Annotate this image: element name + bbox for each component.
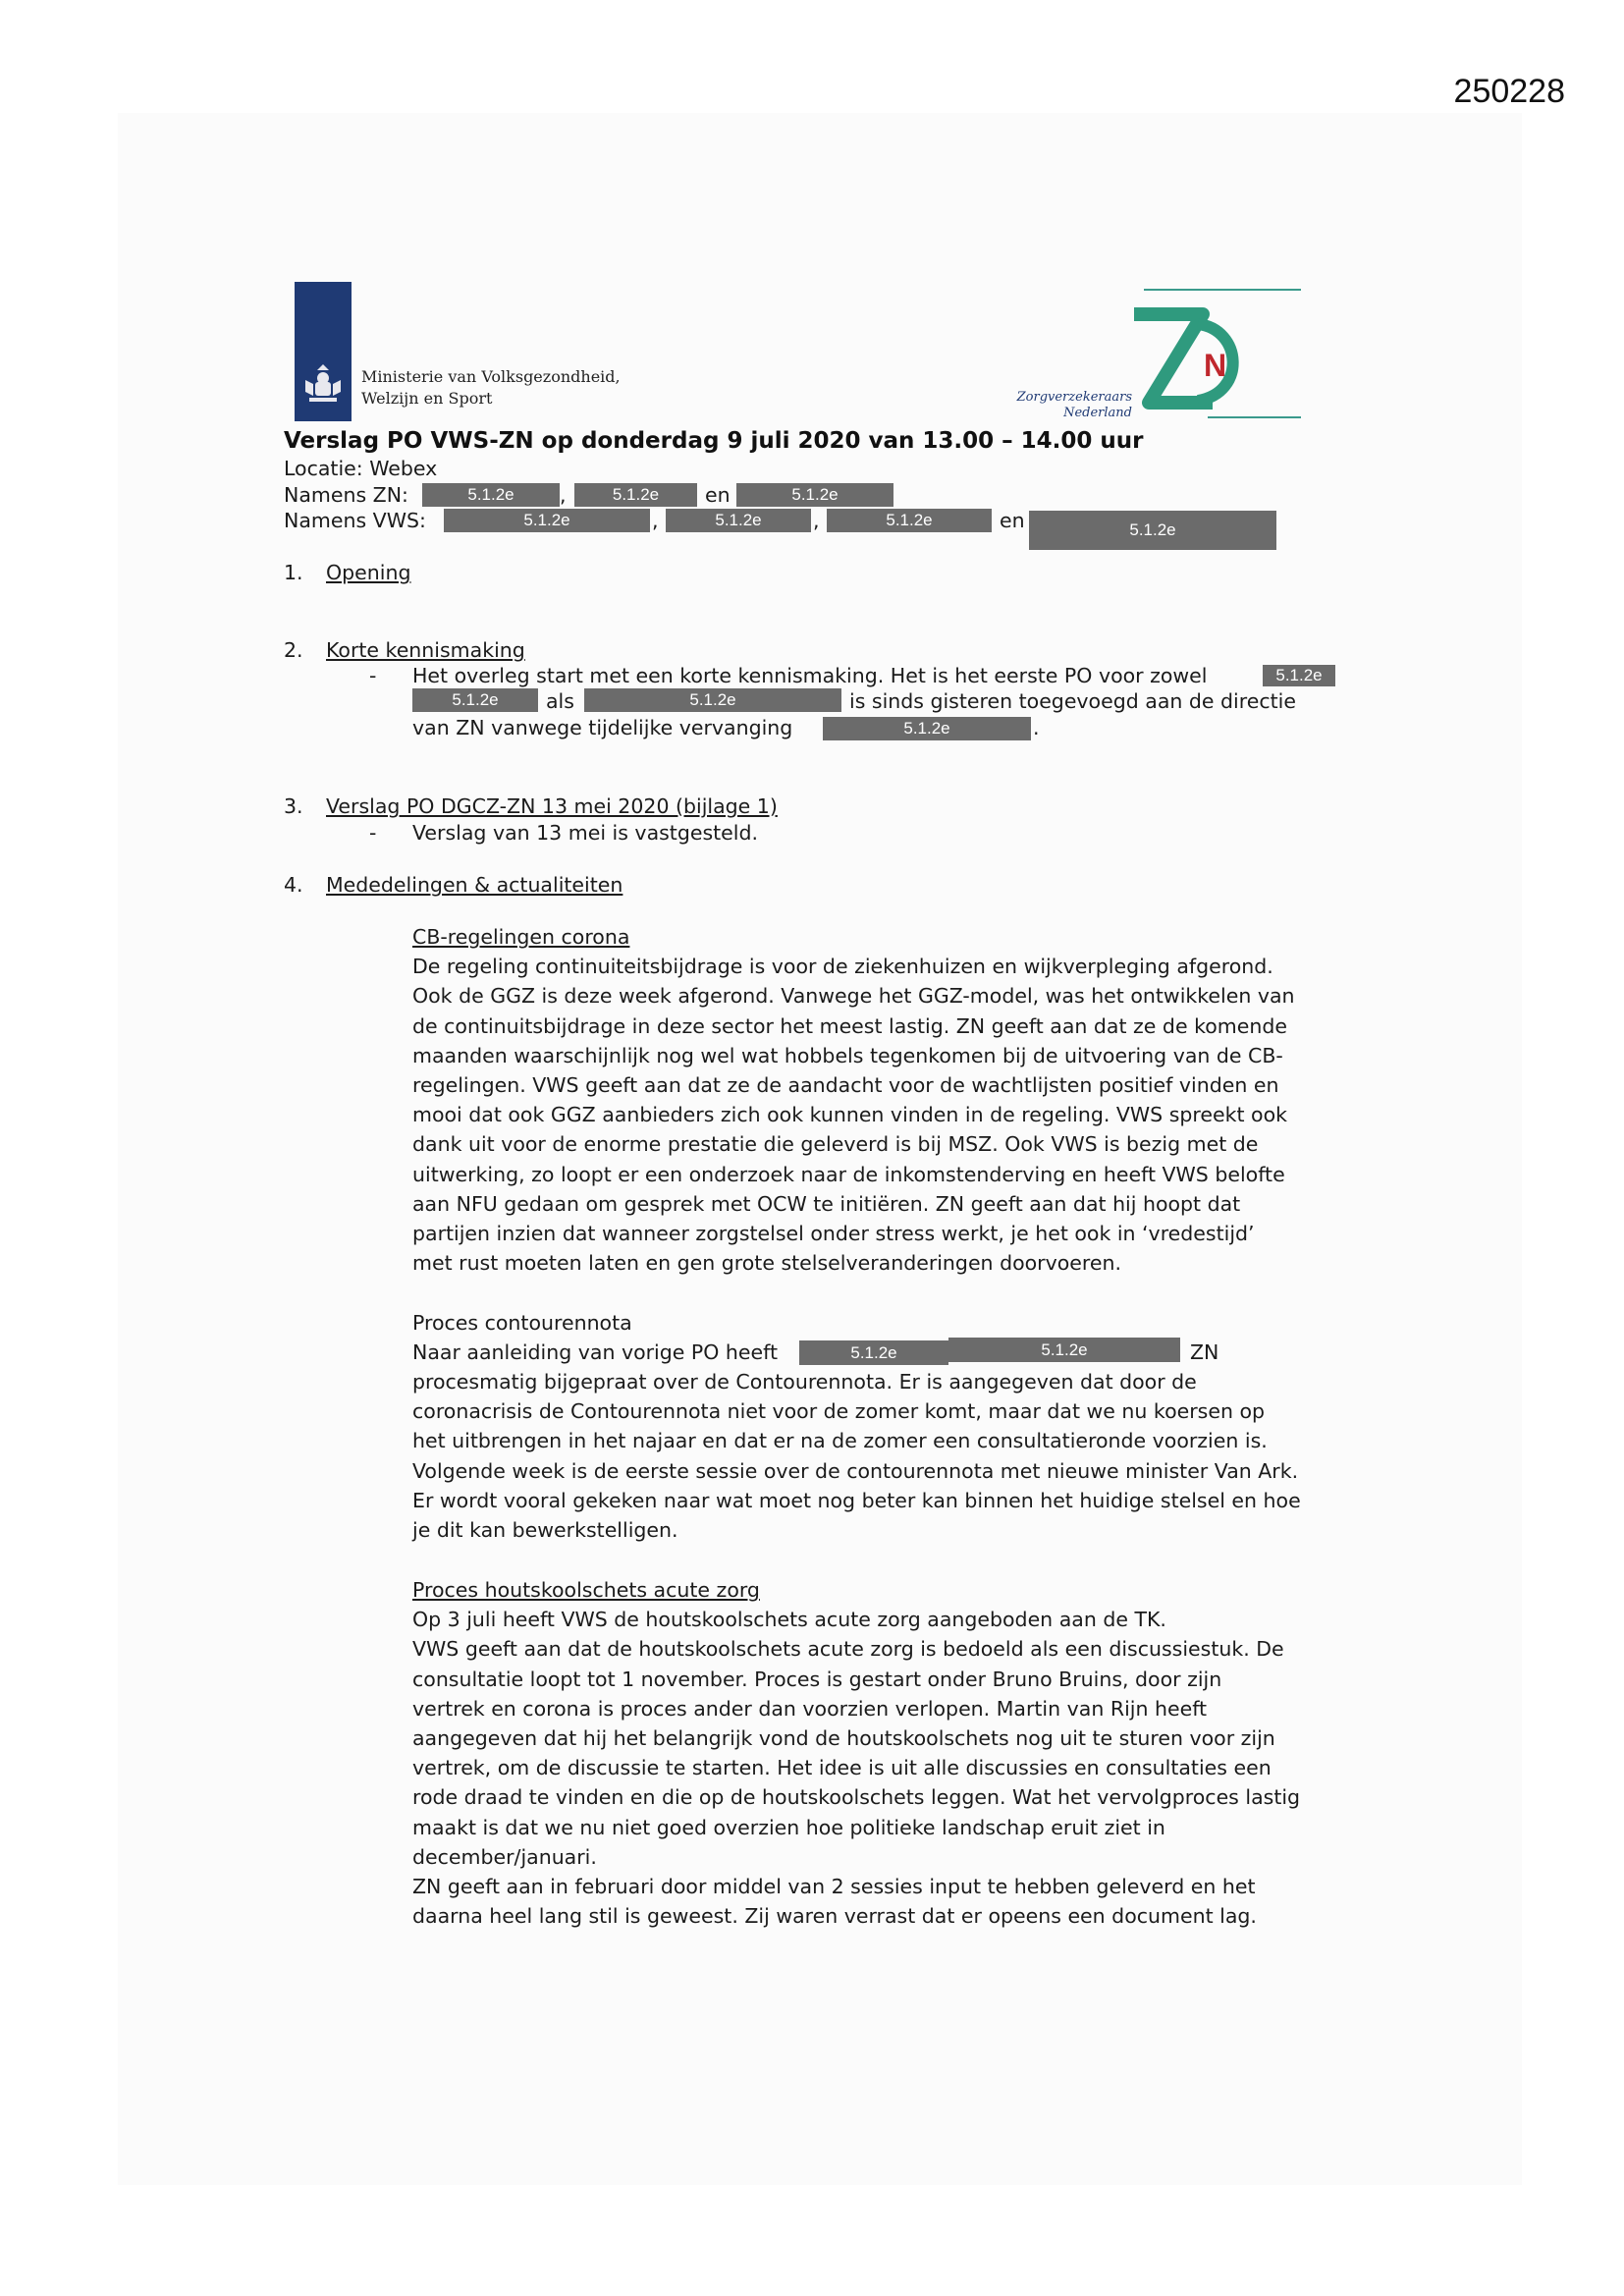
paragraph-line: Op 3 juli heeft VWS de houtskoolschets acute zorg aangeboden aan de TK.	[412, 1608, 1166, 1632]
agenda-number: 4.	[284, 873, 303, 897]
kennismaking-line1: Het overleg start met een korte kennismaking. Het is het eerste PO voor zowel	[412, 664, 1208, 687]
paragraph-line: ZN geeft aan in februari door middel van 2 sessies input te hebben geleverd en het	[412, 1875, 1256, 1899]
paragraph-line: De regeling continuiteitsbijdrage is voor de ziekenhuizen en wijkverpleging afgerond.	[412, 955, 1273, 979]
paragraph-line: procesmatig bijgepraat over de Contourennota. Er is aangegeven dat door de	[412, 1370, 1197, 1394]
location: Locatie: Webex	[284, 457, 438, 480]
redaction-box: 5.1.2e	[666, 509, 811, 532]
kennismaking-line3: van ZN vanwege tijdelijke vervanging	[412, 716, 793, 739]
redaction-box: 5.1.2e	[823, 717, 1031, 740]
separator-comma: ,	[652, 509, 659, 532]
redaction-box: 5.1.2e	[574, 483, 697, 507]
paragraph-line: aangegeven dat hij het belangrijk vond de houtskoolschets nog uit te sturen voor zijn	[412, 1726, 1275, 1751]
agenda-item-verslag: Verslag PO DGCZ-ZN 13 mei 2020 (bijlage 1)	[326, 794, 778, 818]
zn-logo-line1: Zorgverzekeraars	[1016, 390, 1132, 405]
section-houtskoolschets	[412, 1575, 1365, 1931]
paragraph-line: coronacrisis de Contourennota niet voor de zomer komt, maar dat we nu koersen op	[412, 1399, 1266, 1424]
paragraph-line: regelingen. VWS geeft aan dat ze de aandacht voor de wachtlijsten positief vinden en	[412, 1073, 1279, 1098]
paragraph-line: Ook de GGZ is deze week afgerond. Vanwege het GGZ-model, was het ontwikkelen van	[412, 984, 1295, 1009]
contour-first-line: Naar aanleiding van vorige PO heeft	[412, 1340, 779, 1364]
agenda-item-mededelingen: Mededelingen & actualiteiten	[326, 873, 623, 897]
ministry-name-line2: Welzijn en Sport	[361, 389, 493, 408]
section-cb-regelingen	[412, 922, 1365, 1278]
paragraph-line: daarna heel lang stil is geweest. Zij waren verrast dat er opeens een document lag.	[412, 1904, 1257, 1929]
paragraph-line: je dit kan bewerkstelligen.	[412, 1518, 678, 1543]
namens-zn-label: Namens ZN:	[284, 483, 408, 507]
bullet: -	[369, 664, 377, 687]
redaction-box: 5.1.2e	[584, 688, 841, 712]
agenda-item-opening: Opening	[326, 561, 411, 584]
separator-comma: ,	[560, 483, 567, 507]
kennismaking-line3-end: .	[1033, 716, 1040, 739]
paragraph-line: rode draad te vinden en die op de houtskoolschets leggen. Wat het vervolgproces lastig	[412, 1785, 1301, 1810]
section-contourennota	[412, 1367, 1365, 1545]
paragraph-line: het uitbrengen in het najaar en dat er na de zomer een consultatieronde voorzien is.	[412, 1429, 1268, 1453]
paragraph-line: aan NFU gedaan om gesprek met OCW te initiëren. ZN geeft aan dat hij hoopt dat	[412, 1191, 1241, 1216]
paragraph-line: partijen inzien dat wanneer zorgstelsel onder stress werkt, je het ook in ‘vredestijd’	[412, 1222, 1255, 1246]
zn-logo	[1011, 285, 1306, 422]
paragraph-line: vertrek en corona is proces ander dan voorzien verlopen. Martin van Rijn heeft	[412, 1696, 1208, 1721]
agenda-number: 1.	[284, 561, 303, 584]
section-heading: CB-regelingen corona	[412, 925, 630, 949]
redaction-box: 5.1.2e	[444, 509, 650, 532]
zn-logo-line2: Nederland	[1063, 406, 1132, 420]
redaction-box: 5.1.2e	[948, 1338, 1180, 1362]
paragraph-line: december/januari.	[412, 1844, 597, 1869]
redaction-box: 5.1.2e	[736, 483, 893, 507]
coat-of-arms-icon	[298, 358, 349, 410]
agenda-number: 3.	[284, 794, 303, 818]
ministry-name-line1: Ministerie van Volksgezondheid,	[361, 367, 621, 386]
paragraph-line: mooi dat ook GGZ aanbieders zich ook kunnen vinden in de regeling. VWS spreekt ook	[412, 1103, 1287, 1127]
redaction-box: 5.1.2e	[1263, 665, 1335, 686]
contour-first-line-end: ZN	[1190, 1340, 1219, 1364]
paragraph-line: consultatie loopt tot 1 november. Proces is gestart onder Bruno Bruins, door zijn	[412, 1667, 1222, 1691]
redaction-box: 5.1.2e	[827, 509, 992, 532]
page-number: 250228	[1453, 73, 1565, 110]
section-heading: Proces houtskoolschets acute zorg	[412, 1578, 760, 1602]
separator-and: en	[705, 483, 731, 507]
paragraph-line: Er wordt vooral gekeken naar wat moet nog beter kan binnen het huidige stelsel en hoe	[412, 1488, 1301, 1512]
paragraph-line: uitwerking, zo loopt er een onderzoek naar de inkomstenderving en heeft VWS belofte	[412, 1162, 1285, 1186]
paragraph-line: maakt is dat we nu niet goed overzien hoe politieke landschap eruit ziet in	[412, 1815, 1165, 1839]
redaction-box: 5.1.2e	[799, 1340, 948, 1365]
agenda-item-kennismaking: Korte kennismaking	[326, 638, 525, 662]
separator-and: en	[1000, 509, 1025, 532]
redaction-box: 5.1.2e	[422, 483, 560, 507]
paragraph-line: de continuitsbijdrage in deze sector het meest lastig. ZN geeft aan dat ze de komende	[412, 1013, 1287, 1038]
paragraph-line: maanden waarschijnlijk nog wel wat hobbels tegenkomen bij de uitvoering van de CB-	[412, 1043, 1283, 1067]
paragraph-line: vertrek, om de discussie te starten. Het idee is uit alle discussies en consultaties een	[412, 1756, 1272, 1780]
namens-vws-label: Namens VWS:	[284, 509, 426, 532]
redaction-box: 5.1.2e	[1029, 511, 1276, 550]
verslag-text: Verslag van 13 mei is vastgesteld.	[412, 821, 759, 845]
zn-logo-letter: N	[1204, 348, 1227, 383]
paragraph-line: met rust moeten laten en gen grote stelselveranderingen doorvoeren.	[412, 1251, 1121, 1276]
kennismaking-line2-end: is sinds gisteren toegevoegd aan de directie	[849, 689, 1296, 713]
paragraph-line: dank uit voor de enorme prestatie die geleverd is bij MSZ. Ook VWS is bezig met de	[412, 1132, 1259, 1157]
separator-comma: ,	[813, 509, 820, 532]
document-title: Verslag PO VWS-ZN op donderdag 9 juli 2020 van 13.00 – 14.00 uur	[284, 428, 1144, 454]
agenda-number: 2.	[284, 638, 303, 662]
paragraph-line: Volgende week is de eerste sessie over de contourennota met nieuwe minister Van Ark.	[412, 1458, 1299, 1483]
kennismaking-line2-mid: als	[546, 689, 574, 713]
paragraph-line: VWS geeft aan dat de houtskoolschets acute zorg is bedoeld als een discussiestuk. De	[412, 1637, 1284, 1662]
bullet: -	[369, 821, 377, 845]
redaction-box: 5.1.2e	[412, 688, 538, 712]
section-heading: Proces contourennota	[412, 1311, 632, 1335]
ministry-name	[361, 366, 621, 410]
